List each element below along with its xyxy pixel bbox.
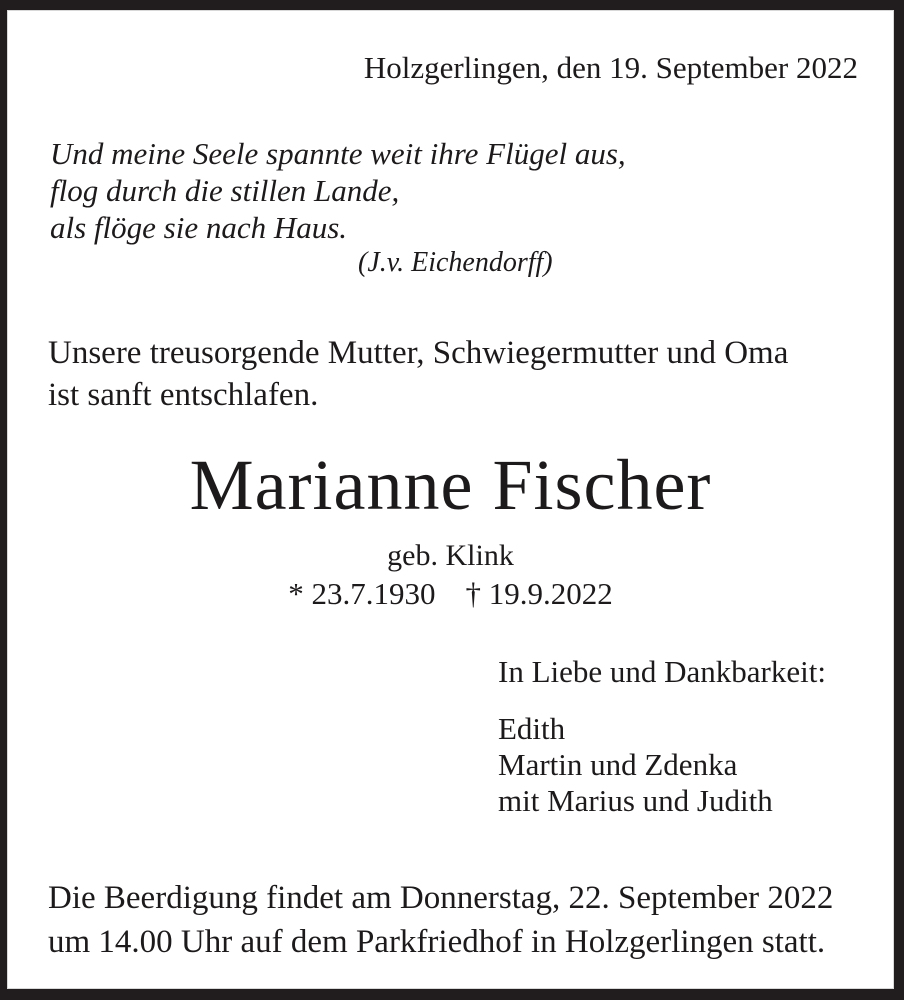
verse-line: Und meine Seele spannte weit ihre Flügel aus,: [50, 136, 626, 171]
maiden-name: geb. Klink: [387, 539, 514, 572]
birth-date: * 23.7.1930: [288, 576, 436, 611]
intro-text: [48, 332, 788, 416]
funeral-line: um 14.00 Uhr auf dem Parkfriedhof in Holzgerlingen statt.: [48, 924, 826, 960]
mourner-name: mit Marius und Judith: [498, 783, 773, 818]
intro-line: Unsere treusorgende Mutter, Schwiegermutter und Oma: [48, 335, 789, 371]
deceased-name: Marianne Fischer: [189, 445, 712, 525]
dateline: Holzgerlingen, den 19. September 2022: [363, 50, 858, 85]
mourner-names: [498, 711, 826, 819]
funeral-line: Die Beerdigung findet am Donnerstag, 22. September 2022: [48, 880, 834, 916]
verse-line: flog durch die stillen Lande,: [50, 173, 400, 208]
mourner-name: Martin und Zdenka: [498, 747, 738, 782]
verse-line: als flöge sie nach Haus.: [50, 210, 348, 245]
death-date: † 19.9.2022: [465, 576, 613, 611]
mourners-block: [498, 654, 826, 819]
mourners-heading: In Liebe und Dankbarkeit:: [498, 654, 826, 689]
intro-line: ist sanft entschlafen.: [48, 377, 319, 413]
funeral-info: [48, 876, 833, 964]
mourner-name: Edith: [498, 711, 566, 746]
life-dates: [7, 576, 894, 612]
memorial-verse: [50, 135, 626, 280]
verse-attribution: (J.v. Eichendorff): [358, 247, 553, 278]
obituary-card: [7, 10, 894, 989]
